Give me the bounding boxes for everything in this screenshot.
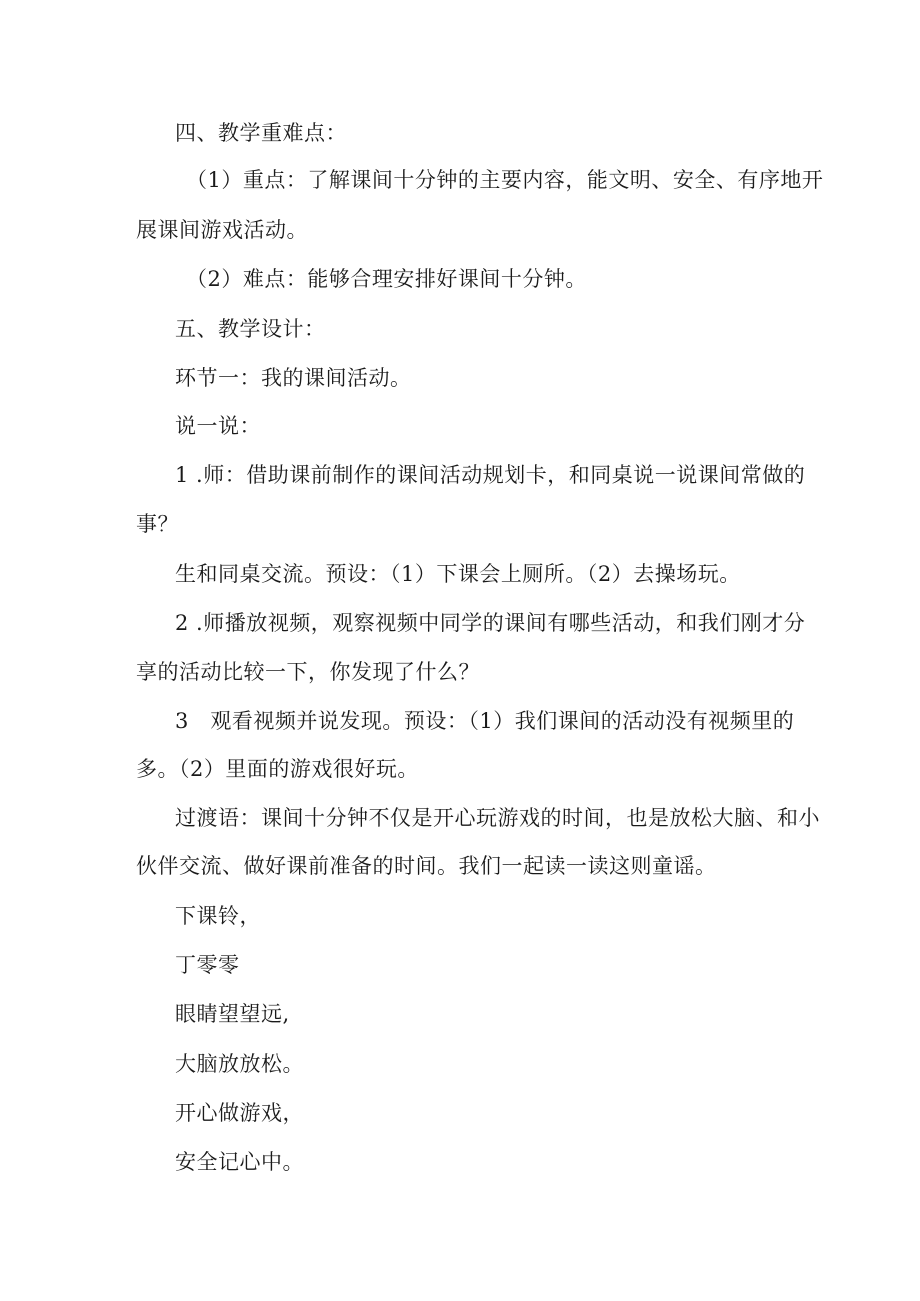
transition-line-1: 过渡语：课间十分钟不仅是开心玩游戏的时间，也是放松大脑、和小: [175, 806, 820, 830]
step-two-line-2: 享的活动比较一下，你发现了什么？: [136, 660, 480, 684]
stage-one-title: 环节一：我的课间活动。: [175, 366, 412, 390]
rhyme-line: 开心做游戏，: [175, 1101, 304, 1125]
rhyme-line: 安全记心中。: [175, 1150, 304, 1174]
rhyme-line: 大脑放放松。: [175, 1052, 304, 1076]
section-four-heading: 四、教学重难点：: [175, 121, 347, 145]
step-one-line-1: 1 .师：借助课前制作的课间活动规划卡，和同桌说一说课间常做的: [175, 463, 806, 487]
key-point-line-1: （1）重点：了解课间十分钟的主要内容，能文明、安全、有序地开: [186, 168, 824, 192]
step-three-line-2: 多。（2）里面的游戏很好玩。: [136, 757, 419, 781]
step-three-line-1: 3 观看视频并说发现。预设：（1）我们课间的活动没有视频里的: [175, 709, 795, 733]
key-point-line-2: 展课间游戏活动。: [136, 218, 308, 242]
transition-line-2: 伙伴交流、做好课前准备的时间。我们一起读一读这则童谣。: [136, 854, 717, 878]
difficulty-point: （2）难点：能够合理安排好课间十分钟。: [186, 267, 587, 291]
step-two-line-1: 2 .师播放视频，观察视频中同学的课间有哪些活动，和我们刚才分: [175, 611, 806, 635]
step-one-line-2: 事？: [136, 512, 179, 536]
rhyme-line: 丁零零: [175, 953, 240, 977]
rhyme-line: 眼睛望望远,: [175, 1002, 290, 1026]
section-five-heading: 五、教学设计：: [175, 317, 326, 341]
student-exchange: 生和同桌交流。预设：（1）下课会上厕所。（2）去操场玩。: [175, 562, 741, 586]
rhyme-line: 下课铃，: [175, 904, 261, 928]
say-label: 说一说：: [175, 414, 261, 438]
